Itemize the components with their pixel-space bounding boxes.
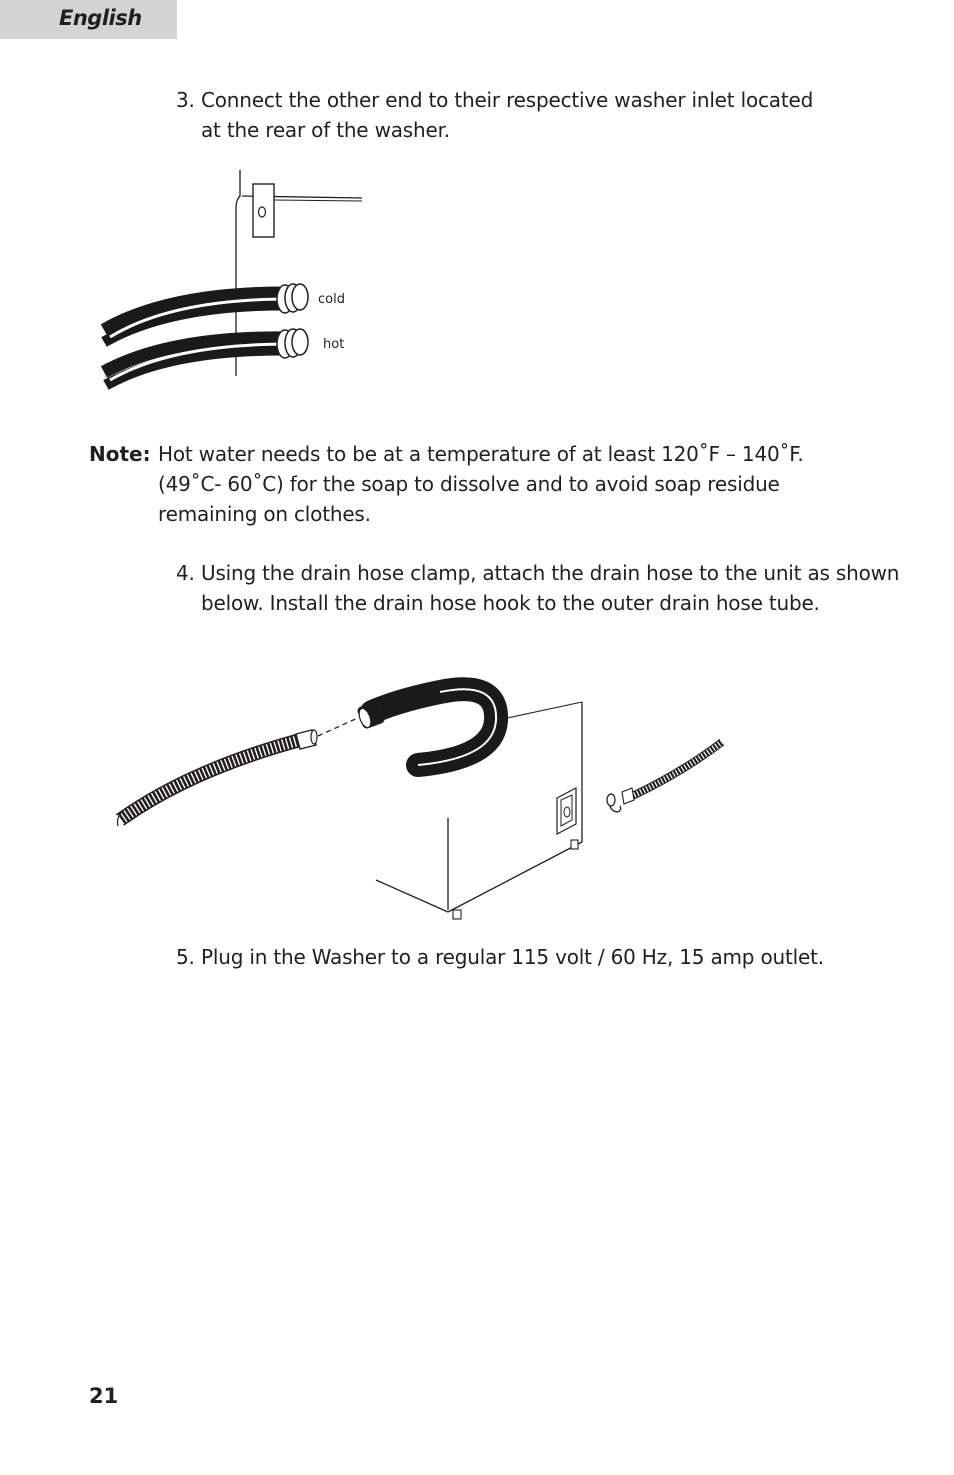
corrugated-drain-hose	[118, 740, 301, 826]
drain-hose-hook	[357, 689, 496, 765]
note-label: Note:	[89, 442, 151, 466]
language-label: English	[59, 6, 142, 30]
step-5-number: 5.	[176, 945, 195, 969]
step-3-line-1: Connect the other end to their respective washer inlet located	[201, 88, 814, 112]
note-line-2: (49˚C- 60˚C) for the soap to dissolve and to avoid soap residue	[158, 472, 780, 496]
outer-drain-hose-tube	[622, 742, 722, 804]
cold-label: cold	[318, 292, 345, 307]
note-line-3: remaining on clothes.	[158, 502, 371, 526]
step-4-number: 4.	[176, 561, 195, 585]
step-4-line-2: below. Install the drain hose hook to the outer drain hose tube.	[201, 591, 820, 615]
page-number: 21	[89, 1384, 119, 1408]
hose-end-connector	[296, 730, 317, 749]
step-3-line-2: at the rear of the washer.	[201, 118, 450, 142]
hot-label: hot	[323, 337, 345, 352]
drain-hose-clamp	[607, 794, 621, 812]
note-line-1: Hot water needs to be at a temperature of at least 120˚F – 140˚F.	[158, 442, 804, 466]
step-5-line-1: Plug in the Washer to a regular 115 volt / 60 Hz, 15 amp outlet.	[201, 945, 824, 969]
step-4-line-1: Using the drain hose clamp, attach the drain hose to the unit as shown	[201, 561, 900, 585]
step-3-number: 3.	[176, 88, 195, 112]
